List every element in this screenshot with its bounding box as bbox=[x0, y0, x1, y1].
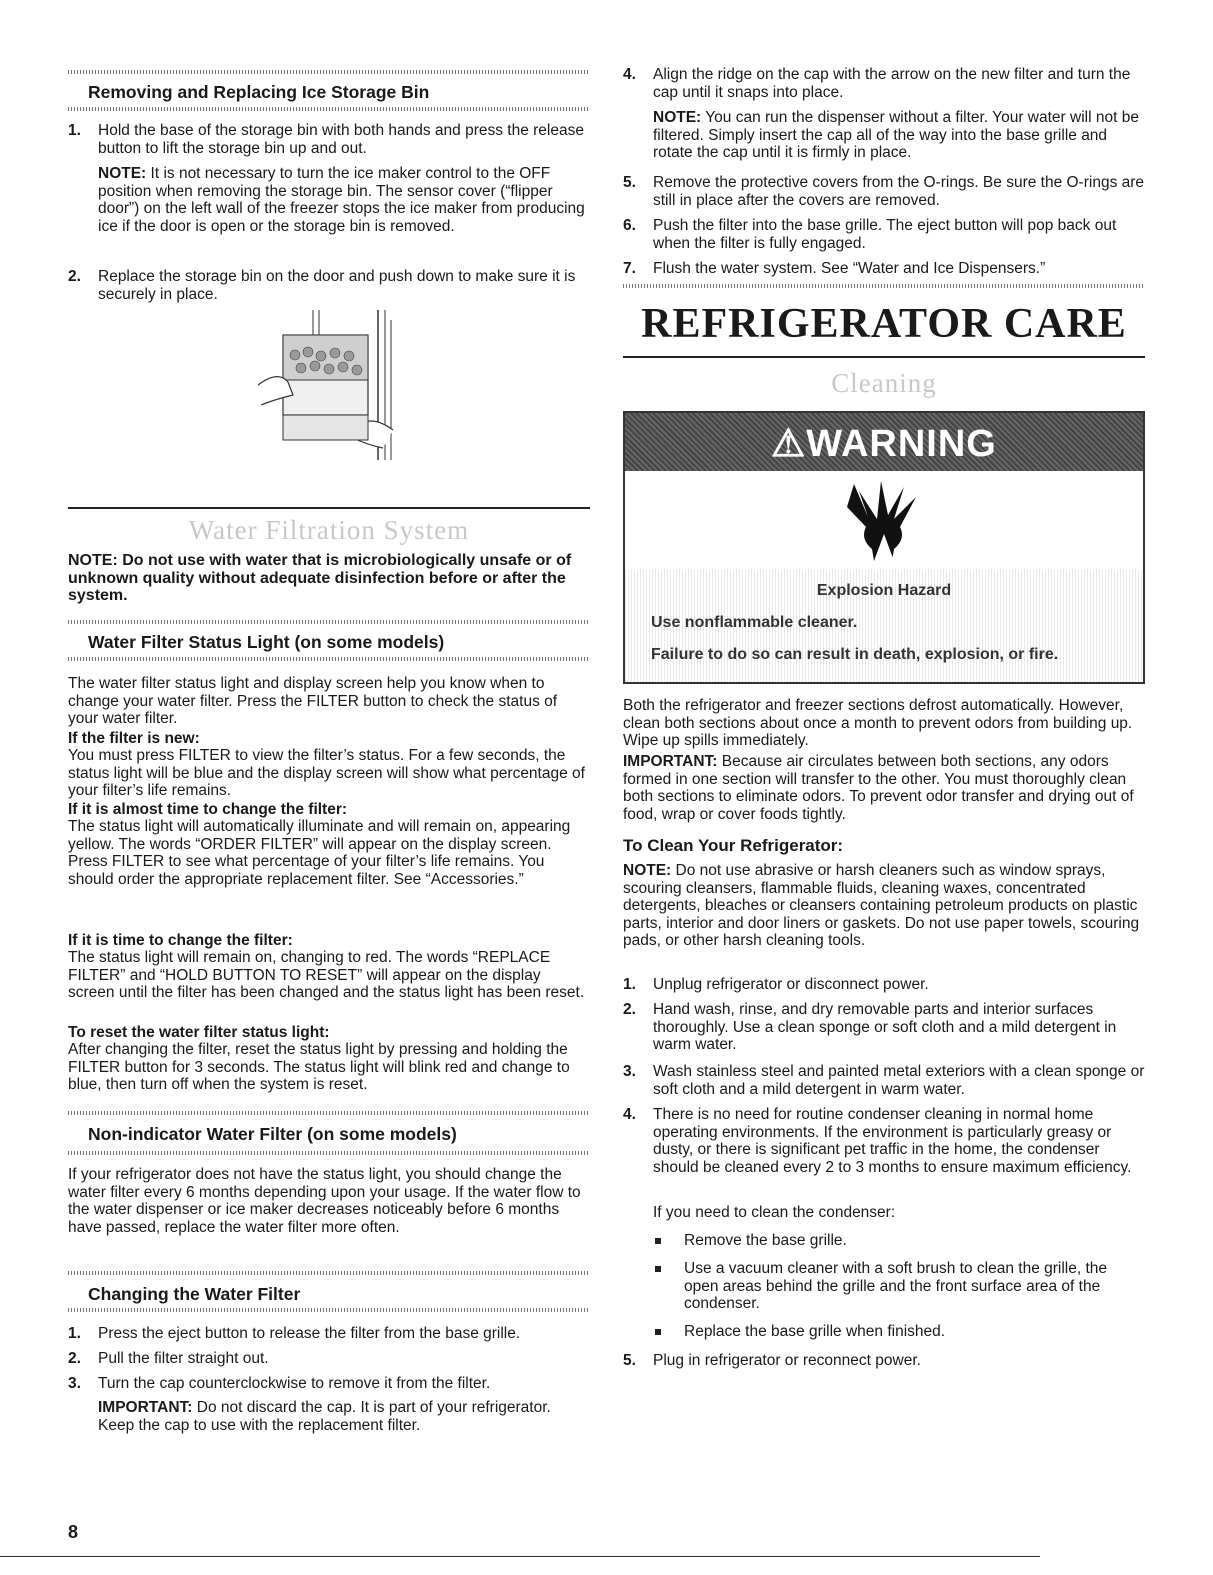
paragraph: After changing the filter, reset the status light by pressing and holding the FILTER button for 3 seconds. The status light will blink red and change to blue, then turn off when the system is reset. bbox=[68, 1041, 570, 1093]
step-number: 7. bbox=[623, 260, 636, 277]
paragraph: You must press FILTER to view the filter’s status. For a few seconds, the status light will be blue and the display screen will show what percentage of your filter’s life remains. bbox=[68, 747, 585, 799]
warning-title: ⚠WARNING bbox=[771, 423, 997, 465]
step-number: 3. bbox=[68, 1375, 81, 1392]
step-text: Flush the water system. See “Water and Ice Dispensers.” bbox=[653, 260, 1046, 277]
hatch-rule bbox=[68, 1111, 590, 1115]
note-paragraph: NOTE: Do not use abrasive or harsh cleaners such as window sprays, scouring cleansers, flammable fluids, cleaning waxes, concentrated detergents, bleaches or cleansers containing petroleum products on plastic parts, interior and door liners or gaskets. Do not use paper towels, scouring pads, or other harsh cleaning tools. bbox=[623, 862, 1140, 949]
section-title: Water Filtration System bbox=[188, 515, 470, 545]
step-number: 4. bbox=[623, 66, 636, 83]
step-text: Press the eject button to release the filter from the base grille. bbox=[98, 1325, 521, 1342]
hatch-rule bbox=[68, 70, 590, 74]
step-number: 2. bbox=[68, 268, 81, 285]
step-number: 5. bbox=[623, 1352, 636, 1369]
section-title: Cleaning bbox=[831, 368, 937, 398]
step-number: 4. bbox=[623, 1106, 636, 1123]
paragraph: Both the refrigerator and freezer sections defrost automatically. However, clean both sections about once a month to prevent odors from building up. Wipe up spills immediately. bbox=[623, 697, 1133, 749]
note-paragraph: NOTE: You can run the dispenser without a filter. Your water will not be filtered. Simply insert the cap all of the way into the base grille and rotate the cap until it is firmly in place. bbox=[653, 109, 1139, 161]
paragraph: If your refrigerator does not have the status light, you should change the water filter every 6 months depending upon your usage. If the water flow to the water dispenser or ice maker decreases noticeably before 6 months have passed, replace the water filter more often. bbox=[68, 1166, 581, 1236]
step-text: Wash stainless steel and painted metal exteriors with a clean sponge or soft cloth and a mild detergent in warm water. bbox=[653, 1063, 1145, 1098]
warning-line: Failure to do so can result in death, explosion, or fire. bbox=[651, 646, 1059, 663]
explosion-icon bbox=[844, 479, 924, 564]
divider bbox=[623, 356, 1145, 358]
bullet-text: Replace the base grille when finished. bbox=[684, 1323, 946, 1340]
step-text: Hand wash, rinse, and dry removable parts and interior surfaces thoroughly. Use a clean sponge or soft cloth and a mild detergent in warm water. bbox=[653, 1001, 1117, 1053]
step-number: 6. bbox=[623, 217, 636, 234]
paragraph: The status light will remain on, changing to red. The words “REPLACE FILTER” and “HOLD BUTTON TO RESET” will appear on the display screen until the filter has been changed and the status light has been reset. bbox=[68, 949, 585, 1001]
bullet-text: Use a vacuum cleaner with a soft brush to clean the grille, the open areas behind the grille and the front surface area of the condenser. bbox=[684, 1260, 1108, 1312]
step-text: Unplug refrigerator or disconnect power. bbox=[653, 976, 929, 993]
step-text: Plug in refrigerator or reconnect power. bbox=[653, 1352, 921, 1369]
section-heading: Removing and Replacing Ice Storage Bin bbox=[88, 82, 430, 102]
step-text: There is no need for routine condenser cleaning in normal home operating environments. If the environment is particularly greasy or dusty, or there is significant pet traffic in the home, the condenser should be cleaned every 2 to 3 months to ensure maximum efficiency. bbox=[653, 1106, 1132, 1176]
hatch-rule bbox=[68, 1151, 590, 1155]
important-paragraph: IMPORTANT: Because air circulates between both sections, any odors formed in one section will transfer to the other. You must thoroughly clean both sections to eliminate odors. To prevent odor transfer and drying out of food, wrap or cover foods tightly. bbox=[623, 753, 1134, 823]
step-text: Hold the base of the storage bin with both hands and press the release button to lift the storage bin up and out. bbox=[98, 122, 584, 157]
subheading: To Clean Your Refrigerator: bbox=[623, 836, 844, 855]
step-text: Replace the storage bin on the door and push down to make sure it is securely in place. bbox=[98, 268, 576, 303]
step-number: 3. bbox=[623, 1063, 636, 1080]
bullet-icon bbox=[655, 1266, 661, 1272]
step-number: 5. bbox=[623, 174, 636, 191]
warning-message-area bbox=[625, 570, 1143, 682]
condenser-intro: If you need to clean the condenser: bbox=[653, 1204, 896, 1221]
step-number: 1. bbox=[623, 976, 636, 993]
footer-rule bbox=[0, 1556, 1040, 1557]
hatch-rule bbox=[68, 620, 590, 624]
section-heading: Water Filter Status Light (on some models) bbox=[88, 632, 445, 652]
step-text: Pull the filter straight out. bbox=[98, 1350, 269, 1367]
section-heading: Non-indicator Water Filter (on some models) bbox=[88, 1124, 457, 1144]
warning-header bbox=[625, 413, 1143, 471]
filtration-note: NOTE: Do not use with water that is microbiologically unsafe or of unknown quality without adequate disinfection before or after the system. bbox=[68, 552, 572, 604]
subheading: If it is almost time to change the filter: bbox=[68, 801, 348, 818]
subheading: To reset the water filter status light: bbox=[68, 1024, 330, 1041]
paragraph: The water filter status light and display screen help you know when to change your water filter. Press the FILTER button to check the status of your water filter. bbox=[68, 675, 558, 727]
bullet-icon bbox=[655, 1238, 661, 1244]
ice-bin-illustration bbox=[253, 310, 403, 460]
important-paragraph: IMPORTANT: Do not discard the cap. It is part of your refrigerator. Keep the cap to use with the replacement filter. bbox=[98, 1399, 551, 1434]
hatch-rule bbox=[68, 657, 590, 661]
hatch-rule bbox=[68, 1308, 590, 1312]
note-paragraph: NOTE: It is not necessary to turn the ice maker control to the OFF position when removing the storage bin. The sensor cover (“flipper door”) on the left wall of the freezer stops the ice maker from producing ice if the door is open or the storage bin is removed. bbox=[98, 165, 585, 235]
subheading: If it is time to change the filter: bbox=[68, 932, 293, 949]
step-text: Push the filter into the base grille. The eject button will pop back out when the filter is fully engaged. bbox=[653, 217, 1117, 252]
bullet-icon bbox=[655, 1329, 661, 1335]
subheading: If the filter is new: bbox=[68, 730, 200, 747]
hazard-type: Explosion Hazard bbox=[816, 582, 952, 599]
bullet-text: Remove the base grille. bbox=[684, 1232, 847, 1249]
step-number: 2. bbox=[623, 1001, 636, 1018]
chapter-title: REFRIGERATOR CARE bbox=[641, 301, 1127, 347]
section-heading: Changing the Water Filter bbox=[88, 1284, 301, 1304]
page-number: 8 bbox=[68, 1522, 79, 1542]
warning-box bbox=[623, 411, 1145, 684]
paragraph: The status light will automatically illuminate and will remain on, appearing yellow. The words “ORDER FILTER” will appear on the display screen. Press FILTER to see what percentage of your filter’s life remains. You should order the appropriate replacement filter. See “Accessories.” bbox=[68, 818, 571, 888]
step-number: 1. bbox=[68, 1325, 81, 1342]
step-number: 2. bbox=[68, 1350, 81, 1367]
step-text: Turn the cap counterclockwise to remove it from the filter. bbox=[98, 1375, 491, 1392]
divider bbox=[68, 507, 590, 509]
hatch-rule bbox=[623, 284, 1145, 288]
warning-line: Use nonflammable cleaner. bbox=[651, 614, 858, 631]
step-text: Align the ridge on the cap with the arrow on the new filter and turn the cap until it snaps into place. bbox=[653, 66, 1131, 101]
step-number: 1. bbox=[68, 122, 81, 139]
step-text: Remove the protective covers from the O-rings. Be sure the O-rings are still in place after the covers are removed. bbox=[653, 174, 1145, 209]
hatch-rule bbox=[68, 1271, 590, 1275]
hatch-rule bbox=[68, 107, 590, 111]
